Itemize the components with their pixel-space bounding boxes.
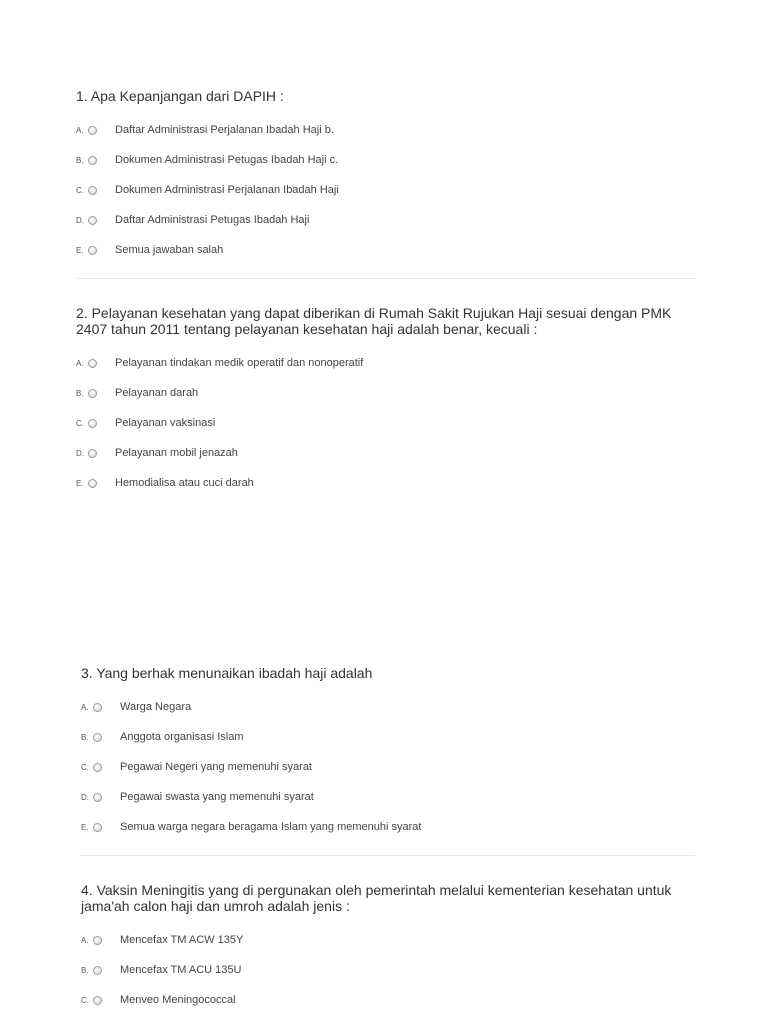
option-label: Hemodialisa atau cuci darah — [115, 477, 254, 489]
answer-option[interactable] — [81, 722, 711, 752]
option-label: Pegawai Negeri yang memenuhi syarat — [120, 761, 312, 773]
option-letter: D. — [81, 792, 89, 802]
answer-option[interactable] — [81, 925, 711, 955]
radio-button[interactable] — [93, 823, 102, 832]
option-label: Semua jawaban salah — [115, 244, 224, 256]
answer-option[interactable] — [76, 468, 706, 498]
radio-button[interactable] — [88, 126, 97, 135]
option-letter: A. — [81, 935, 89, 945]
answer-option[interactable] — [76, 235, 706, 265]
option-label: Menveo Meningococcal — [120, 994, 236, 1006]
question-block — [81, 665, 711, 842]
radio-button[interactable] — [93, 966, 102, 975]
radio-button[interactable] — [93, 703, 102, 712]
option-letter: A. — [76, 358, 84, 368]
answer-option[interactable] — [81, 955, 711, 985]
answer-option[interactable] — [81, 812, 711, 842]
option-label: Anggota organisasi Islam — [120, 731, 244, 743]
answer-option[interactable] — [81, 692, 711, 722]
answer-option[interactable] — [76, 348, 706, 378]
radio-button[interactable] — [88, 419, 97, 428]
question-title: 1. Apa Kepanjangan dari DAPIH : — [76, 88, 284, 104]
radio-button[interactable] — [93, 763, 102, 772]
option-letter: E. — [76, 478, 84, 488]
answer-option[interactable] — [76, 408, 706, 438]
option-label: Dokumen Administrasi Petugas Ibadah Haji c. — [115, 154, 339, 166]
option-label: Semua warga negara beragama Islam yang memenuhi syarat — [120, 821, 422, 833]
option-letter: C. — [76, 185, 84, 195]
radio-button[interactable] — [88, 389, 97, 398]
radio-button[interactable] — [93, 793, 102, 802]
question-block — [76, 305, 706, 498]
option-label: Pelayanan darah — [115, 387, 199, 399]
radio-button[interactable] — [93, 733, 102, 742]
option-letter: A. — [76, 125, 84, 135]
option-letter: B. — [81, 732, 89, 742]
radio-button[interactable] — [93, 936, 102, 945]
option-label: Pelayanan tindakan medik operatif dan nonoperatif — [115, 357, 364, 369]
option-letter: A. — [81, 702, 89, 712]
option-label: Daftar Administrasi Perjalanan Ibadah Haji b. — [115, 124, 334, 136]
divider — [75, 278, 695, 279]
option-letter: C. — [81, 995, 89, 1005]
option-letter: B. — [76, 388, 84, 398]
question-title: 3. Yang berhak menunaikan ibadah haji adalah — [81, 665, 373, 681]
option-label: Pelayanan mobil jenazah — [115, 447, 238, 459]
answer-option[interactable] — [76, 175, 706, 205]
option-letter: C. — [81, 762, 89, 772]
radio-button[interactable] — [93, 996, 102, 1005]
answer-option[interactable] — [76, 378, 706, 408]
option-label: Warga Negara — [120, 701, 192, 713]
option-label: Pegawai swasta yang memenuhi syarat — [120, 791, 314, 803]
option-letter: E. — [81, 822, 89, 832]
option-letter: D. — [76, 448, 84, 458]
question-block — [76, 88, 706, 265]
option-label: Dokumen Administrasi Perjalanan Ibadah Haji — [115, 184, 339, 196]
option-label: Mencefax TM ACW 135Y — [120, 934, 244, 946]
radio-button[interactable] — [88, 216, 97, 225]
option-label: Pelayanan vaksinasi — [115, 417, 216, 429]
answer-option[interactable] — [76, 145, 706, 175]
radio-button[interactable] — [88, 449, 97, 458]
option-label: Daftar Administrasi Petugas Ibadah Haji — [115, 214, 310, 226]
option-letter: C. — [76, 418, 84, 428]
option-label: Mencefax TM ACU 135U — [120, 964, 242, 976]
radio-button[interactable] — [88, 186, 97, 195]
answer-option[interactable] — [81, 752, 711, 782]
radio-button[interactable] — [88, 359, 97, 368]
radio-button[interactable] — [88, 156, 97, 165]
question-block — [81, 882, 711, 1015]
answer-option[interactable] — [76, 115, 706, 145]
question-title: 2. Pelayanan kesehatan yang dapat diberikan di Rumah Sakit Rujukan Haji sesuai dengan PMK 2407 tahun 2011 tentang pelayanan kesehatan haji adalah benar, kecuali : — [76, 305, 672, 337]
radio-button[interactable] — [88, 479, 97, 488]
divider — [80, 855, 695, 856]
question-title: 4. Vaksin Meningitis yang di pergunakan oleh pemerintah melalui kementerian kesehatan untuk jama'ah calon haji dan umroh adalah jenis : — [81, 882, 672, 914]
option-letter: B. — [76, 155, 84, 165]
answer-option[interactable] — [76, 438, 706, 468]
option-letter: E. — [76, 245, 84, 255]
radio-button[interactable] — [88, 246, 97, 255]
answer-option[interactable] — [76, 205, 706, 235]
option-letter: B. — [81, 965, 89, 975]
answer-option[interactable] — [81, 985, 711, 1015]
option-letter: D. — [76, 215, 84, 225]
answer-option[interactable] — [81, 782, 711, 812]
